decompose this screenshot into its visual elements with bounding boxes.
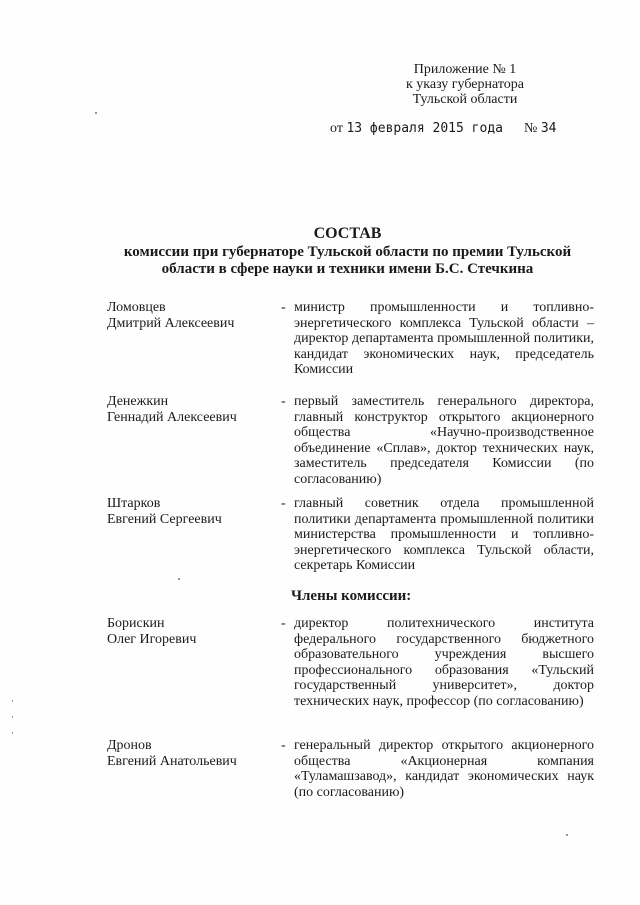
- annex-block: [385, 62, 545, 107]
- document-title: [100, 225, 595, 278]
- scan-speck: [12, 700, 13, 702]
- entry-dash: -: [281, 616, 286, 631]
- member-given-names: Евгений Анатольевич: [107, 753, 237, 769]
- member-role: генеральный директор открытого акционерного общества «Акционерная компания «Туламашзавод», кандидат экономических наук (по согласованию): [294, 738, 594, 800]
- entry-dash: -: [281, 394, 286, 409]
- member-role: главный советник отдела промышленной политики департамента промышленной политики министерства промышленности и топливно-энергетического комплекса Тульской области, секретарь Комиссии: [294, 496, 594, 574]
- title-line-1: комиссии при губернаторе Тульской области по премии Тульской: [123, 244, 572, 260]
- decree-number: 34: [540, 121, 557, 136]
- member-given-names: Геннадий Алексеевич: [107, 409, 237, 425]
- decree-date: 13 февраля 2015 года: [346, 121, 503, 136]
- member-surname: Денежкин: [107, 394, 169, 409]
- number-label: №: [523, 121, 538, 136]
- title-line-2: области в сфере науки и техники имени Б.С. Стечкина: [161, 261, 534, 277]
- member-given-names: Дмитрий Алексеевич: [107, 315, 235, 331]
- scan-speck: [95, 112, 97, 114]
- date-prefix: от: [330, 121, 343, 136]
- member-surname: Борискин: [107, 616, 165, 631]
- member-given-names: Олег Игоревич: [107, 631, 197, 647]
- entry-dash: -: [281, 738, 286, 753]
- member-name: [107, 738, 277, 769]
- decree-dateline: [330, 121, 557, 137]
- member-role: министр промышленности и топливно-энергетического комплекса Тульской области – директор департамента промышленной политики, кандидат экономических наук, председатель Комиссии: [294, 300, 594, 378]
- entry-dash: -: [281, 496, 286, 511]
- scan-speck: [566, 834, 568, 836]
- member-name: [107, 300, 277, 331]
- member-name: [107, 616, 277, 647]
- member-given-names: Евгений Сергеевич: [107, 511, 222, 527]
- scan-speck: [12, 732, 13, 734]
- member-name: [107, 496, 277, 527]
- member-name: [107, 394, 277, 425]
- member-surname: Ломовцев: [107, 300, 166, 315]
- members-heading: Члены комиссии:: [291, 588, 412, 604]
- annex-line-2: к указу губернатора: [405, 77, 525, 92]
- member-surname: Штарков: [107, 496, 161, 511]
- member-surname: Дронов: [107, 738, 152, 753]
- scan-speck: [178, 578, 180, 580]
- annex-line-1: Приложение № 1: [413, 62, 517, 77]
- title-heading: СОСТАВ: [313, 225, 382, 242]
- annex-line-3: Тульской области: [412, 92, 518, 107]
- member-role: первый заместитель генерального директора, главный конструктор открытого акционерного общества «Научно-производственное объединение «Сплав», доктор технических наук, заместитель председателя Комиссии (по согласованию): [294, 394, 594, 487]
- member-role: директор политехнического института федерального государственного бюджетного образовательного учреждения высшего профессионального образования «Тульский государственный университет», доктор технических наук, профессор (по согласованию): [294, 616, 594, 709]
- scan-speck: [12, 716, 13, 718]
- entry-dash: -: [281, 300, 286, 315]
